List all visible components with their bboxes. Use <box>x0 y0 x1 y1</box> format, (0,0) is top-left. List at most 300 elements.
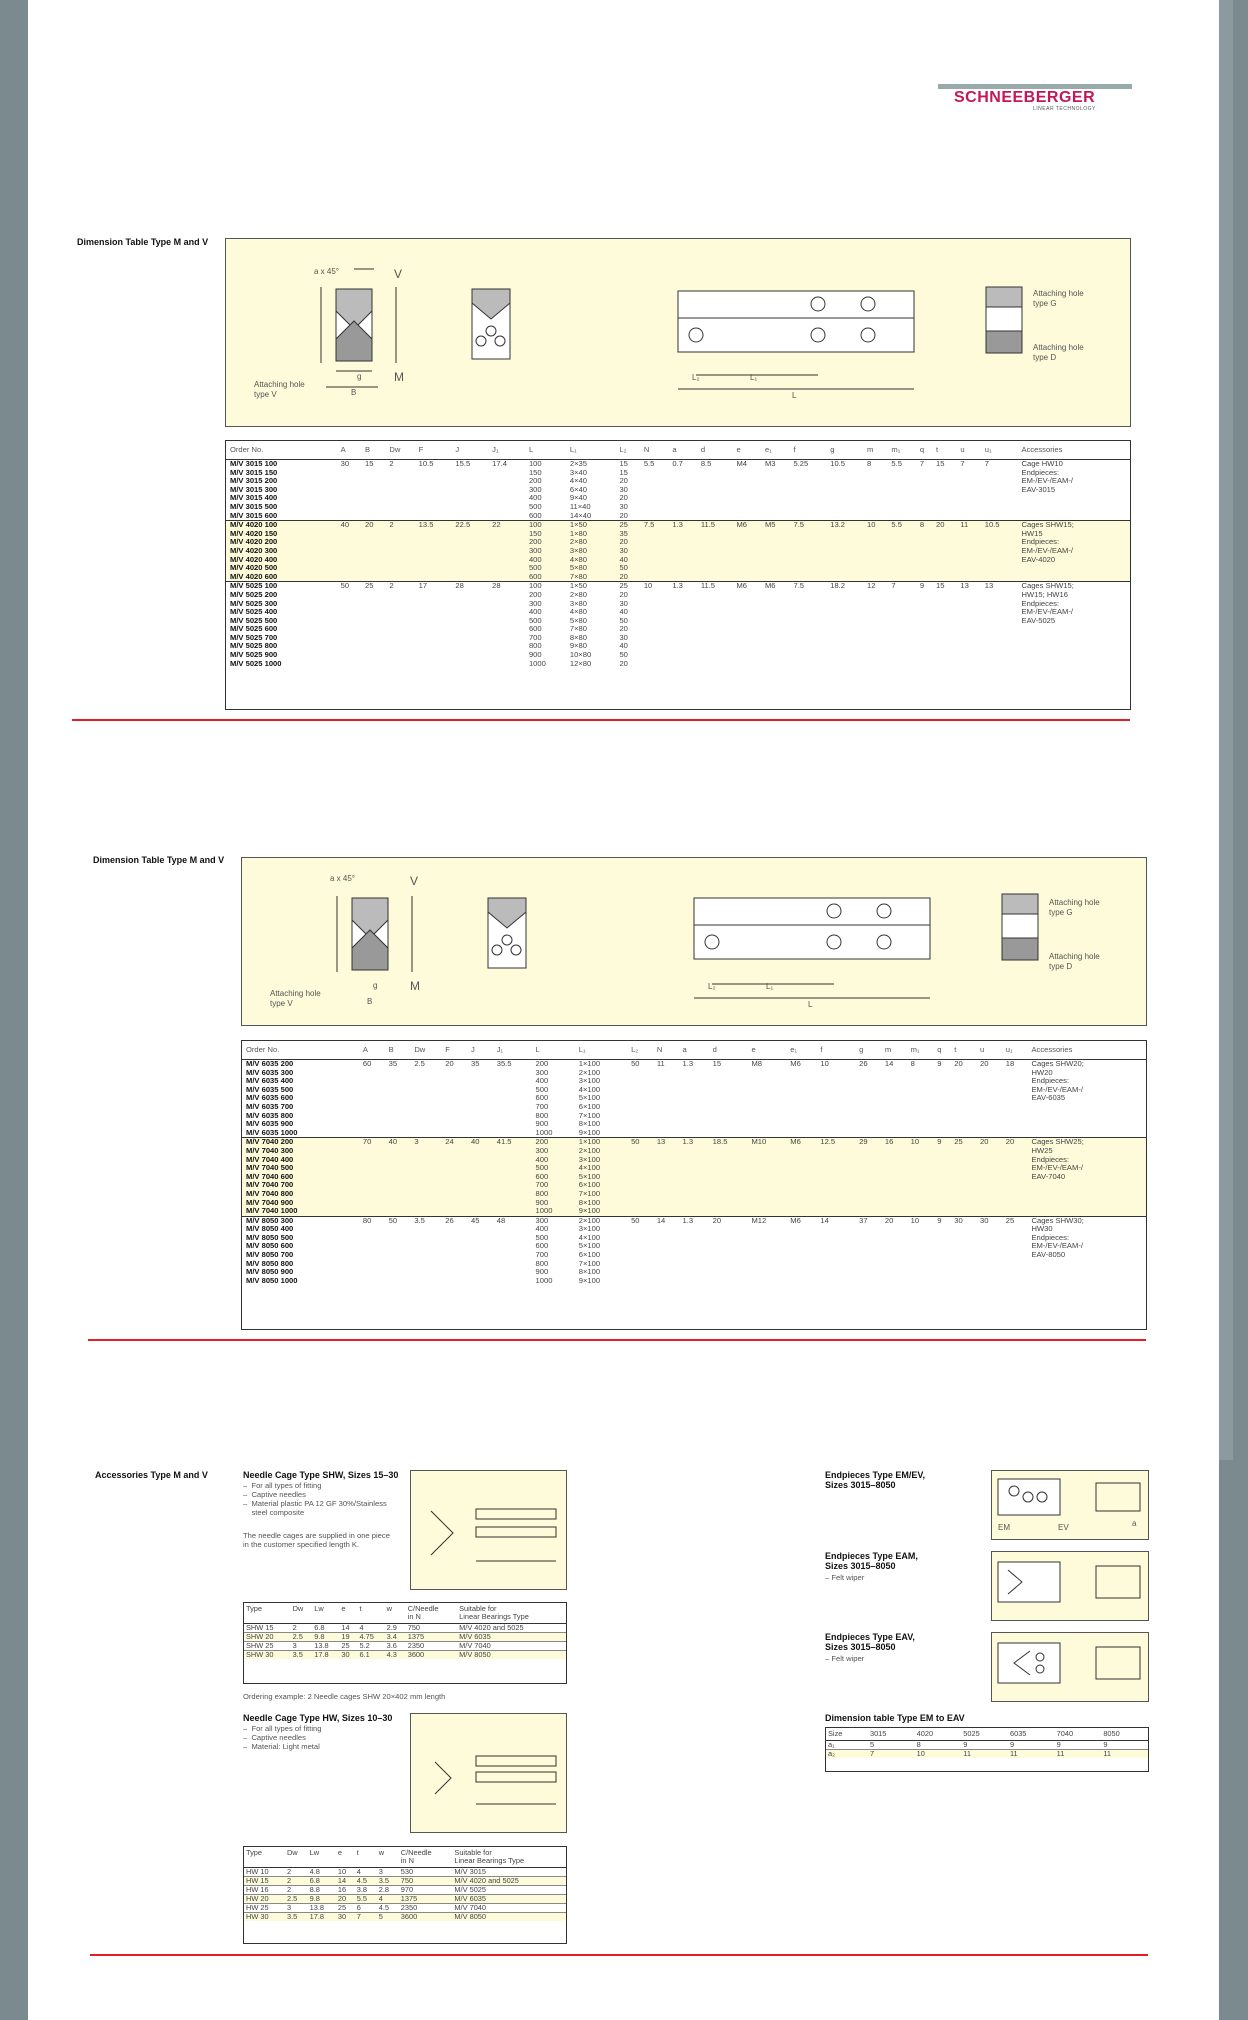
table-cell <box>828 564 865 573</box>
table-row <box>226 530 1130 539</box>
table-cell <box>865 608 889 617</box>
table-cell <box>469 1242 495 1251</box>
table-cell: 10 <box>909 1138 936 1147</box>
column-header: J₁ <box>495 1041 534 1060</box>
table-cell <box>670 494 699 503</box>
table-cell <box>711 1242 750 1251</box>
table-cell <box>490 538 527 547</box>
table-cell <box>983 591 1020 600</box>
column-header: L₁ <box>577 1041 629 1060</box>
table-cell <box>339 660 363 669</box>
table-cell <box>412 1069 443 1078</box>
table-cell: EM-/EV-/EAM-/ <box>1031 1084 1083 1094</box>
table-cell: 17.8 <box>312 1651 339 1660</box>
table-cell <box>958 538 982 547</box>
table-cell <box>883 1156 909 1165</box>
table-cell <box>681 1277 711 1286</box>
needle-cage-shw-icon <box>411 1471 566 1589</box>
table-cell <box>791 530 828 539</box>
table-cell <box>681 1225 711 1234</box>
table-cell <box>681 1268 711 1277</box>
table-cell <box>958 634 982 643</box>
table-cell <box>681 1242 711 1251</box>
table-cell <box>934 600 958 609</box>
table-cell <box>734 556 763 565</box>
order-number-cell: M/V 7040 400 <box>242 1156 361 1165</box>
table-cell: 14 <box>883 1060 909 1069</box>
table-cell: 7.5 <box>642 521 671 530</box>
table-cell <box>443 1120 469 1129</box>
table-cell: a₂ <box>826 1750 868 1759</box>
table-cell: 29 <box>857 1138 883 1147</box>
table-cell <box>734 564 763 573</box>
table-cell: 500 <box>535 1232 549 1242</box>
table-cell: 3.8 <box>355 1886 377 1895</box>
table-cell <box>1029 1112 1146 1121</box>
order-number-cell: M/V 3015 500 <box>230 501 278 511</box>
table-cell <box>857 1077 883 1086</box>
table-cell: 1.3 <box>670 582 699 591</box>
column-header: d <box>711 1041 750 1060</box>
table-cell <box>749 1103 788 1112</box>
table-cell <box>983 486 1020 495</box>
table-cell <box>711 1112 750 1121</box>
table-cell <box>978 1251 1004 1260</box>
column-header: e₁ <box>788 1041 818 1060</box>
table-cell <box>763 651 792 660</box>
table-cell: 7 <box>983 460 1020 469</box>
table-cell <box>469 1147 495 1156</box>
order-number-cell: M/V 6035 800 <box>246 1110 294 1120</box>
table-cell <box>791 617 828 626</box>
table-cell <box>934 538 958 547</box>
table-cell <box>699 600 735 609</box>
table-cell: 11 <box>655 1060 681 1069</box>
table-cell <box>490 660 527 669</box>
table-cell <box>958 564 982 573</box>
order-number-cell: M/V 8050 500 <box>246 1232 294 1242</box>
column-header: e <box>336 1847 355 1868</box>
table-cell <box>952 1112 978 1121</box>
em-ev-title: Endpieces Type EM/EV, Sizes 3015–8050 <box>825 1470 926 1490</box>
table-cell <box>412 1251 443 1260</box>
brand-logo: SCHNEEBERGER LINEAR TECHNOLOGY <box>938 84 1132 112</box>
table-cell: 22.5 <box>453 521 490 530</box>
table-cell: 9×100 <box>578 1275 601 1285</box>
table-cell: Cages SHW15; <box>1020 521 1131 530</box>
table-row <box>226 494 1130 503</box>
table-row <box>226 582 1130 591</box>
table-cell: Endpieces: <box>1031 1232 1070 1242</box>
table-cell: 40 <box>619 641 628 651</box>
table-cell <box>363 608 387 617</box>
table-cell <box>711 1156 750 1165</box>
table-cell <box>490 530 527 539</box>
table-cell <box>791 591 828 600</box>
table-cell <box>490 600 527 609</box>
eav-table <box>826 1728 1148 1758</box>
order-number-cell: M/V 6035 200 <box>242 1060 361 1069</box>
table-cell <box>788 1147 818 1156</box>
table-cell <box>655 1173 681 1182</box>
table-cell <box>1004 1277 1030 1286</box>
table-cell <box>1029 1207 1146 1216</box>
table-cell <box>935 1173 952 1182</box>
table-cell: 20 <box>617 538 641 547</box>
table-cell <box>791 538 828 547</box>
table-cell: 25 <box>363 582 387 591</box>
table-cell <box>958 617 982 626</box>
l-label-2: L <box>808 1000 813 1009</box>
table-cell <box>699 477 735 486</box>
table-cell <box>1004 1260 1030 1269</box>
table-cell <box>655 1260 681 1269</box>
table-cell <box>791 651 828 660</box>
table-cell <box>828 617 865 626</box>
table-cell: 1375 <box>399 1895 453 1904</box>
section3-title: Accessories Type M and V <box>95 1470 208 1480</box>
table-cell <box>828 494 865 503</box>
table-row <box>826 1741 1148 1750</box>
table-row <box>226 486 1130 495</box>
table-cell <box>339 469 363 478</box>
table-cell <box>361 1268 387 1277</box>
table-cell <box>495 1156 534 1165</box>
table-cell <box>958 608 982 617</box>
table-cell: 20 <box>363 521 387 530</box>
l1-label: L₁ <box>750 373 758 382</box>
table-cell: 15.5 <box>453 460 490 469</box>
table-cell <box>417 642 454 651</box>
table-cell: 9.8 <box>308 1895 336 1904</box>
table-cell <box>828 556 865 565</box>
section2-divider <box>88 1339 1146 1341</box>
order-number-cell: M/V 5025 900 <box>230 650 278 660</box>
table-cell <box>699 538 735 547</box>
table-cell: 7.5 <box>791 582 828 591</box>
table-cell: 20 <box>619 510 628 520</box>
table-cell: EM-/EV-/EAM-/ <box>1031 1241 1083 1251</box>
table-cell: 2 <box>387 582 416 591</box>
table-cell: 8.5 <box>699 460 735 469</box>
table-cell <box>763 469 792 478</box>
table-cell: 15 <box>934 582 958 591</box>
table-cell <box>387 1268 413 1277</box>
table-cell <box>952 1069 978 1078</box>
table-cell <box>865 477 889 486</box>
table-cell <box>412 1190 443 1199</box>
table-cell <box>453 538 490 547</box>
table-cell: 37 <box>857 1216 883 1225</box>
table-cell: 11 <box>1101 1750 1148 1759</box>
table-cell <box>857 1173 883 1182</box>
table-cell: 1.3 <box>681 1060 711 1069</box>
table-cell <box>883 1260 909 1269</box>
order-number-cell: M/V 5025 800 <box>230 641 278 651</box>
column-header: Accessories <box>1029 1041 1146 1060</box>
table-cell <box>983 651 1020 660</box>
table-cell <box>791 494 828 503</box>
table-cell <box>629 1277 655 1286</box>
table-cell <box>791 625 828 634</box>
table-cell: 3×100 <box>577 1156 629 1165</box>
table-cell <box>629 1190 655 1199</box>
table-cell <box>453 651 490 660</box>
table-cell <box>889 530 918 539</box>
table-cell <box>443 1173 469 1182</box>
table-cell <box>909 1260 936 1269</box>
table-cell <box>670 486 699 495</box>
table-cell <box>918 651 934 660</box>
column-header: L <box>527 441 568 460</box>
table-cell <box>469 1103 495 1112</box>
table-cell: 3×40 <box>569 467 587 477</box>
table-cell <box>909 1164 936 1173</box>
table-cell <box>699 625 735 634</box>
eav-table-box <box>825 1727 1149 1772</box>
table-cell: Endpieces: <box>1020 538 1131 547</box>
table-cell <box>361 1156 387 1165</box>
table-cell <box>495 1120 534 1129</box>
table-cell <box>788 1207 818 1216</box>
table-cell: SHW 15 <box>244 1624 291 1633</box>
table-cell <box>918 660 934 669</box>
table-cell: 2 <box>387 521 416 530</box>
table-cell <box>889 651 918 660</box>
order-number-cell: M/V 7040 1000 <box>242 1207 361 1216</box>
g-label: g <box>357 372 362 381</box>
table-cell <box>490 591 527 600</box>
table-cell <box>763 591 792 600</box>
table-cell: 10.5 <box>983 521 1020 530</box>
table-cell <box>978 1199 1004 1208</box>
table-cell <box>865 564 889 573</box>
table-row <box>242 1242 1146 1251</box>
hw-table <box>244 1847 566 1921</box>
table-cell: HW 16 <box>244 1886 285 1895</box>
table-cell: 3.4 <box>385 1633 406 1642</box>
table-cell <box>952 1120 978 1129</box>
right-margin-notch <box>1219 0 1233 1460</box>
table-cell <box>734 617 763 626</box>
table-cell <box>453 634 490 643</box>
table-cell <box>495 1225 534 1234</box>
table-cell <box>958 477 982 486</box>
table-cell <box>749 1077 788 1086</box>
table-row <box>242 1251 1146 1260</box>
table-cell <box>361 1086 387 1095</box>
table-cell <box>763 503 792 512</box>
table-cell <box>865 591 889 600</box>
table-cell <box>443 1199 469 1208</box>
table-cell <box>642 651 671 660</box>
table-cell <box>629 1156 655 1165</box>
table-cell <box>734 651 763 660</box>
table-cell <box>417 477 454 486</box>
table-cell: 6×40 <box>569 484 587 494</box>
table-cell <box>788 1173 818 1182</box>
table-cell: 800 <box>534 1190 577 1199</box>
table-cell <box>934 530 958 539</box>
table-cell: 8×100 <box>577 1199 629 1208</box>
table-cell <box>958 469 982 478</box>
table-cell <box>699 547 735 556</box>
order-number-cell: M/V 5025 300 <box>230 598 278 608</box>
table-cell <box>642 617 671 626</box>
table-cell <box>883 1112 909 1121</box>
table-cell <box>828 538 865 547</box>
column-header: e₁ <box>763 441 792 460</box>
table-cell <box>788 1094 818 1103</box>
table-cell <box>642 503 671 512</box>
table-cell <box>655 1069 681 1078</box>
table-cell: 20 <box>443 1060 469 1069</box>
order-number-cell: M/V 3015 200 <box>230 476 278 486</box>
table-cell <box>865 651 889 660</box>
table-cell: 25 <box>617 521 641 530</box>
table-cell <box>857 1199 883 1208</box>
table-cell <box>818 1173 857 1182</box>
table-cell: 900 <box>528 650 542 660</box>
table-cell <box>952 1199 978 1208</box>
table-cell <box>1004 1069 1030 1078</box>
table-cell <box>495 1234 534 1243</box>
table-cell: 20 <box>1004 1138 1030 1147</box>
table-cell <box>1029 1120 1146 1129</box>
table-cell: 50 <box>619 650 628 660</box>
table-cell <box>363 486 387 495</box>
table-cell <box>361 1173 387 1182</box>
table-cell: 100 <box>527 521 568 530</box>
table-row <box>242 1277 1146 1286</box>
table-cell <box>865 660 889 669</box>
table-cell <box>655 1156 681 1165</box>
table-cell <box>763 538 792 547</box>
table-cell: 13.8 <box>308 1904 336 1913</box>
table-cell: 11×40 <box>569 501 591 511</box>
table-cell <box>681 1112 711 1121</box>
table-cell <box>453 600 490 609</box>
table-cell <box>983 625 1020 634</box>
attach-hole-v-label: Attaching hole type V <box>254 380 305 399</box>
table-cell <box>818 1268 857 1277</box>
table-cell <box>952 1181 978 1190</box>
table-cell: 300 <box>528 598 542 608</box>
table-row <box>244 1913 566 1922</box>
table-cell <box>363 600 387 609</box>
table-cell: 4×100 <box>578 1232 601 1242</box>
table-cell: 8×100 <box>578 1267 601 1277</box>
table-cell <box>699 494 735 503</box>
table-cell <box>918 494 934 503</box>
table-cell <box>952 1103 978 1112</box>
table-cell: 11 <box>1055 1750 1102 1759</box>
table-cell <box>818 1069 857 1078</box>
table-cell <box>711 1173 750 1182</box>
table-cell <box>642 642 671 651</box>
table-row <box>226 477 1130 486</box>
table-cell <box>934 494 958 503</box>
table-cell: 14 <box>339 1624 357 1633</box>
table-cell <box>909 1199 936 1208</box>
table-cell: 800 <box>528 641 542 651</box>
table-row <box>242 1147 1146 1156</box>
table-cell: Cages SHW20; <box>1029 1060 1146 1069</box>
table-cell: 7 <box>889 582 918 591</box>
order-number-cell: M/V 7040 300 <box>242 1147 361 1156</box>
table-cell <box>711 1069 750 1078</box>
table-cell <box>749 1120 788 1129</box>
table-cell <box>958 530 982 539</box>
table-cell <box>412 1094 443 1103</box>
table-cell <box>865 486 889 495</box>
table-cell <box>791 634 828 643</box>
table-cell <box>978 1094 1004 1103</box>
table-cell <box>655 1147 681 1156</box>
table-cell <box>889 634 918 643</box>
table-cell <box>865 538 889 547</box>
endpiece-eav-icon <box>992 1633 1148 1701</box>
table-cell <box>763 477 792 486</box>
table-cell: 9×80 <box>569 641 587 651</box>
table-cell <box>363 477 387 486</box>
table-cell <box>857 1251 883 1260</box>
table-cell <box>443 1103 469 1112</box>
table-cell <box>361 1251 387 1260</box>
table-cell <box>1004 1234 1030 1243</box>
table-cell <box>883 1268 909 1277</box>
table-cell <box>865 642 889 651</box>
chamfer-label: a x 45° <box>314 267 339 276</box>
table-cell <box>952 1094 978 1103</box>
order-number-cell: M/V 5025 100 <box>226 582 339 591</box>
order-number-cell: M/V 5025 700 <box>230 632 278 642</box>
table-cell <box>788 1112 818 1121</box>
table-cell <box>670 556 699 565</box>
table-cell <box>883 1120 909 1129</box>
table-cell: 800 <box>535 1110 549 1120</box>
table-cell <box>749 1164 788 1173</box>
table-cell: 2 <box>285 1868 308 1877</box>
table-cell <box>642 600 671 609</box>
table-cell <box>1029 1268 1146 1277</box>
table-row <box>242 1077 1146 1086</box>
table-cell: 1.3 <box>681 1216 711 1225</box>
table-cell <box>763 547 792 556</box>
table-cell <box>417 591 454 600</box>
table-cell: 300 <box>535 1067 549 1077</box>
table-cell <box>655 1094 681 1103</box>
order-number-cell: M/V 6035 600 <box>246 1093 294 1103</box>
table-cell <box>443 1164 469 1173</box>
table-cell: 6×100 <box>578 1250 601 1260</box>
table-cell <box>339 625 363 634</box>
table-cell: 5.5 <box>355 1895 377 1904</box>
table-cell: a₁ <box>826 1741 868 1750</box>
table-cell <box>952 1268 978 1277</box>
table-cell <box>865 600 889 609</box>
table-cell <box>469 1173 495 1182</box>
table-cell <box>655 1242 681 1251</box>
table-cell <box>749 1207 788 1216</box>
table-cell <box>495 1190 534 1199</box>
table-cell <box>699 642 735 651</box>
table-cell <box>363 469 387 478</box>
table-cell: HW25 <box>1029 1147 1146 1156</box>
l1-label-2: L₁ <box>766 982 774 991</box>
table-cell: 15 <box>711 1060 750 1069</box>
table-cell <box>642 530 671 539</box>
